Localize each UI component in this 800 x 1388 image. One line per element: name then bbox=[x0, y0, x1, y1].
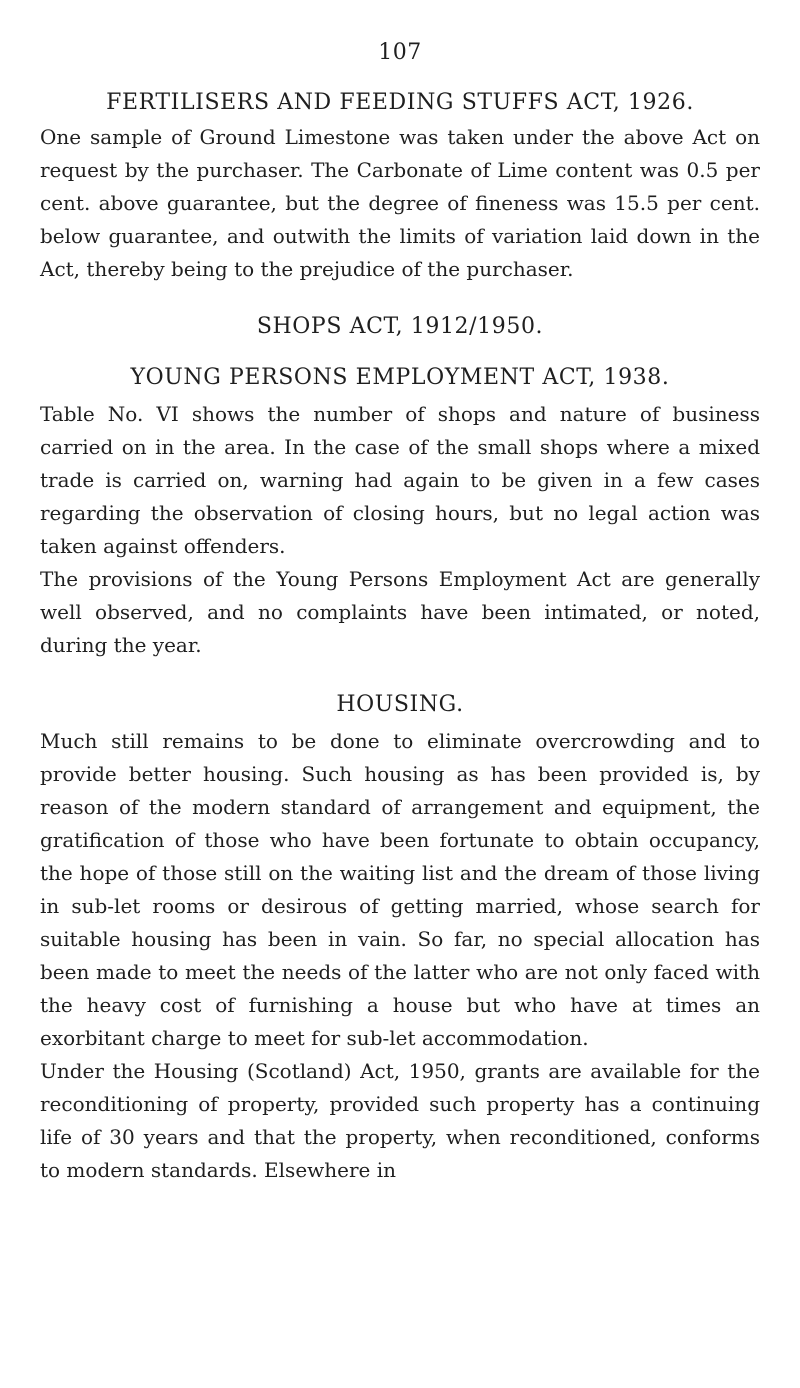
paragraph-housing-2: Under the Housing (Scotland) Act, 1950, grants are available for the reconditioning of property, provided such property has a continuing life of 30 years and that the property, when reconditioned, conforms to modern standards. Elsewhere in bbox=[40, 1059, 760, 1182]
paragraph-young-persons-2: The provisions of the Young Persons Employment Act are generally well observed, and no complaints have been intimated, or noted, during the year. bbox=[40, 567, 760, 657]
heading-shops-act: SHOPS ACT, 1912/1950. bbox=[256, 314, 544, 339]
paragraph-fertilisers: One sample of Ground Limestone was taken under the above Act on request by the purchaser. The Carbonate of Lime content was 0.5 per cent. above guarantee, but the degree of fineness was 15.5 per cent. below guarantee, and outwith the limits of variation laid down in the Act, thereby being to the prejudice of the purchaser. bbox=[40, 125, 760, 281]
document-page bbox=[40, 40, 760, 1187]
heading-housing: HOUSING. bbox=[336, 692, 464, 717]
paragraph-housing-1: Much still remains to be done to eliminate overcrowding and to provide better housing. Such housing as has been provided is, by reason of the modern standard of arrangement and equipment, the gratification of those who have been fortunate to obtain occupancy, the hope of those still on the waiting list and the dream of those living in sub-let rooms or desirous of getting married, whose search for suitable housing has been in vain. So far, no special allocation has been made to meet the needs of the latter who are not only faced with the heavy cost of furnishing a house but who have at times an exorbitant charge to meet for sub-let accommodation. bbox=[40, 729, 760, 1050]
paragraph-young-persons-1: Table No. VI shows the number of shops and nature of business carried on in the area. In the case of the small shops where a mixed trade is carried on, warning had again to be given in a few cases regarding the observation of closing hours, but no legal action was taken against offenders. bbox=[40, 402, 760, 558]
heading-young-persons-act: YOUNG PERSONS EMPLOYMENT ACT, 1938. bbox=[130, 365, 670, 390]
page-number: 107 bbox=[378, 40, 422, 65]
heading-fertilisers-act: FERTILISERS AND FEEDING STUFFS ACT, 1926. bbox=[106, 90, 694, 115]
